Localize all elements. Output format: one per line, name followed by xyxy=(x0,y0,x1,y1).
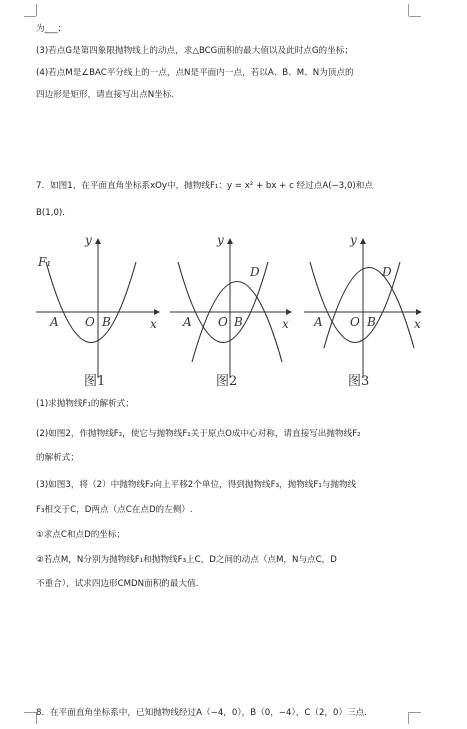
question-7-part-3-sub-2: ②若点M，N分别为抛物线F₁和抛物线F₃上C，D之间的动点（点M，N与点C，D xyxy=(36,555,337,565)
question-8-stem: 8．在平面直角坐标系中，已知抛物线经过A（−4，0），B（0，−4），C（2，0）三点. xyxy=(36,708,367,718)
axis-label-y: y xyxy=(350,233,357,247)
y-axis-arrow xyxy=(227,238,233,244)
question-7-part-3-cont: F₃相交于C，D两点（点C在点D的左侧）. xyxy=(36,505,193,515)
question-7-part-3-sub-1: ①求点C和点D的坐标； xyxy=(36,530,126,540)
figure-3 xyxy=(304,233,422,389)
crop-mark-tr-h xyxy=(409,16,421,17)
y-axis-arrow xyxy=(360,238,366,244)
question-7-part-3-sub-2-cont: 不重合），试求四边形CMDN面积的最大值. xyxy=(36,579,199,589)
point-label-b: B xyxy=(102,315,111,329)
question-7-stem-cont: B(1,0)． xyxy=(36,208,71,218)
axis-label-x: x xyxy=(282,317,289,331)
axis-label-x: x xyxy=(150,317,157,331)
question-7-part-2: (2)如图2，作抛物线F₂，使它与抛物线F₁关于原点O成中心对称，请直接写出抛物线F₂ xyxy=(36,429,361,439)
x-axis-arrow xyxy=(286,309,292,315)
figure-caption-2: 图2 xyxy=(216,374,238,389)
figure-caption-1: 图1 xyxy=(84,374,106,389)
point-label-a: A xyxy=(50,315,59,329)
question-6-part-4-cont: 四边形是矩形，请直接写出点N坐标. xyxy=(36,90,175,100)
axis-label-y: y xyxy=(217,233,224,247)
point-label-o: O xyxy=(218,315,228,329)
question-6-part-3: (3)若点G是第四象限抛物线上的动点，求△BCG面积的最大值以及此时点G的坐标； xyxy=(36,46,353,56)
figure-group xyxy=(30,228,430,394)
crop-mark-tr-v xyxy=(408,4,409,16)
figure-1 xyxy=(36,233,160,389)
question-7-part-2-cont: 的解析式； xyxy=(36,453,79,463)
parabola-f1 xyxy=(46,262,136,343)
y-axis-arrow xyxy=(95,238,101,244)
x-axis-arrow xyxy=(154,309,160,315)
figure-caption-3: 图3 xyxy=(348,374,370,389)
parabola-f3 xyxy=(324,268,414,349)
point-label-a: A xyxy=(183,315,192,329)
curve-label-f1: F₁ xyxy=(38,255,52,269)
question-6-part-4: (4)若点M是∠BAC平分线上的一点，点N是平面内一点，若以A、B、M、N为顶点的 xyxy=(36,68,354,78)
point-label-b: B xyxy=(234,315,243,329)
crop-mark-bl-h xyxy=(24,712,36,713)
axis-label-y: y xyxy=(85,233,92,247)
point-label-o: O xyxy=(85,315,95,329)
crop-mark-tl-v xyxy=(36,4,37,16)
question-7-part-3: (3)如图3，将（2）中抛物线F₂向上平移2个单位，得到抛物线F₃，抛物线F₁与抛物线 xyxy=(36,480,357,490)
figure-2 xyxy=(170,233,292,389)
axis-label-x: x xyxy=(414,317,421,331)
point-label-d: D xyxy=(382,265,392,279)
question-7-part-1: (1)求抛物线F₁的解析式； xyxy=(36,399,134,409)
x-axis-arrow xyxy=(416,309,422,315)
text-line-blank: 为___； xyxy=(36,24,67,34)
point-label-d: D xyxy=(250,265,260,279)
point-label-b: B xyxy=(367,315,376,329)
point-label-o: O xyxy=(350,315,360,329)
point-label-a: A xyxy=(314,315,323,329)
crop-mark-tl-h xyxy=(24,16,36,17)
question-7-stem: 7．如图1，在平面直角坐标系xOy中，抛物线F₁：y = x² + bx + c 经过点A(−3,0)和点 xyxy=(36,181,373,191)
